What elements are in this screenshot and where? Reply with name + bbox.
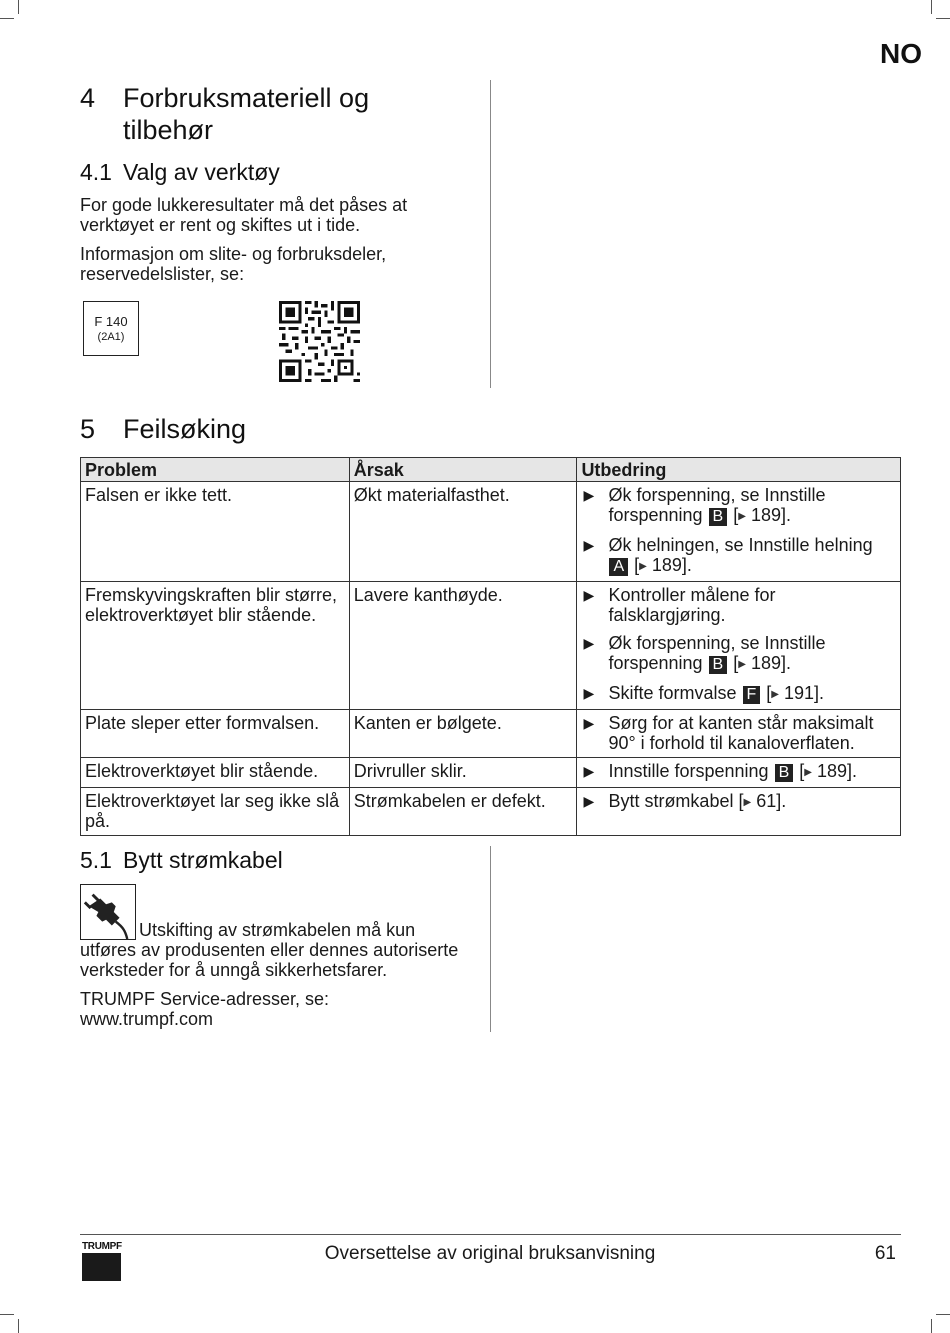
- section-5-number: 5: [80, 414, 96, 444]
- position-badge: F: [743, 686, 761, 704]
- table-row: [81, 482, 901, 582]
- problem-cell: Elektroverktøyet blir stående.: [81, 758, 350, 788]
- section-4-number: 4: [80, 83, 96, 113]
- section-5-1: [80, 846, 475, 1029]
- section-5-1-number: 5.1: [80, 847, 112, 873]
- triangle-right-icon: ▶: [583, 537, 595, 553]
- warning-text: Utskifting av strømkabelen må kun utføres av produsenten eller dennes autoriserte verksteder for å unngå sikkerhetsfarer.: [80, 920, 459, 980]
- remedy-item: ▶ Kontroller målene for falsklargjøring.: [583, 585, 776, 625]
- doc-ref-code: F 140: [94, 313, 128, 329]
- table-row: [81, 582, 901, 710]
- tool-selection-paragraph: For gode lukkeresultater må det påses at verktøyet er rent og skiftes ut i tide.: [80, 195, 408, 235]
- warning-paragraph: [80, 884, 475, 980]
- section-5-heading: [80, 413, 246, 445]
- spare-parts-paragraph: Informasjon om slite- og forbruksdeler, reservedelslister, se:: [80, 244, 387, 284]
- crop-mark: [18, 0, 19, 14]
- position-badge: B: [709, 508, 728, 526]
- table-header-row: [81, 458, 901, 482]
- remedy-item: ▶ Innstille forspenning B [▶ 189].: [583, 761, 858, 781]
- crop-mark: [931, 0, 932, 14]
- troubleshooting-table: [80, 457, 901, 836]
- triangle-right-icon: ▶: [583, 685, 595, 701]
- table-row: [81, 788, 901, 836]
- crop-mark: [936, 1314, 950, 1315]
- problem-cell: Plate sleper etter formvalsen.: [81, 710, 350, 758]
- crop-mark: [936, 18, 950, 19]
- remedy-item: ▶ Skifte formvalse F [▶ 191].: [583, 683, 825, 703]
- crop-mark: [18, 1319, 19, 1333]
- cause-cell: Lavere kanthøyde.: [349, 582, 577, 710]
- section-4: [80, 82, 470, 284]
- column-header-remedy: Utbedring: [577, 458, 901, 482]
- logo-text: TRUMPF: [82, 1241, 122, 1252]
- remedy-cell: [577, 788, 901, 836]
- service-address-label: TRUMPF Service-adresser, se:: [80, 989, 330, 1009]
- page-ref-arrow-icon: ▶: [804, 767, 812, 778]
- triangle-right-icon: ▶: [583, 487, 595, 503]
- triangle-right-icon: ▶: [583, 715, 595, 731]
- section-4-title-line2: tilbehør: [123, 115, 214, 145]
- section-4-1-number: 4.1: [80, 159, 112, 185]
- footer-title: Oversettelse av original bruksanvisning: [324, 1243, 656, 1264]
- remedy-item: ▶ Øk forspenning, se Innstille forspenning B [▶ 189].: [583, 485, 826, 525]
- cause-cell: Strømkabelen er defekt.: [349, 788, 577, 836]
- crop-mark: [0, 18, 14, 19]
- plug-warning-icon: [80, 884, 136, 940]
- section-5-title: Feilsøking: [123, 414, 247, 444]
- section-5-1-heading: [80, 846, 475, 874]
- crop-mark: [0, 1314, 14, 1315]
- page-reference[interactable]: 189].: [750, 505, 791, 525]
- position-badge: A: [609, 558, 628, 576]
- problem-cell: Fremskyvingskraften blir større, elektroverktøyet blir stående.: [81, 582, 350, 710]
- page-reference[interactable]: 189].: [651, 555, 692, 575]
- column-divider: [490, 846, 491, 1032]
- qr-code-icon: [279, 301, 360, 382]
- page-reference[interactable]: 61].: [756, 791, 787, 811]
- page-reference[interactable]: 189].: [816, 761, 858, 781]
- page-ref-arrow-icon: ▶: [738, 659, 746, 670]
- position-badge: B: [775, 764, 794, 782]
- section-4-title-line1: Forbruksmateriell og: [123, 83, 370, 113]
- remedy-cell: [577, 758, 901, 788]
- service-address-paragraph: [80, 989, 475, 1029]
- language-badge: NO: [880, 38, 922, 69]
- problem-cell: Elektroverktøyet lar seg ikke slå på.: [81, 788, 350, 836]
- remedy-cell: [577, 482, 901, 582]
- cause-cell: Økt materialfasthet.: [349, 482, 577, 582]
- column-header-cause: Årsak: [349, 458, 577, 482]
- section-4-title: [123, 82, 369, 146]
- table-row: [81, 758, 901, 788]
- doc-ref-subcode: (2A1): [97, 330, 125, 343]
- crop-mark: [931, 1319, 932, 1333]
- remedy-item: ▶ Øk forspenning, se Innstille forspenning B [▶ 189].: [583, 633, 826, 673]
- cause-cell: Kanten er bølgete.: [349, 710, 577, 758]
- triangle-right-icon: ▶: [583, 587, 595, 603]
- remedy-cell: [577, 582, 901, 710]
- triangle-right-icon: ▶: [583, 763, 595, 779]
- problem-cell: Falsen er ikke tett.: [81, 482, 350, 582]
- page-reference[interactable]: 191].: [784, 683, 825, 703]
- page-ref-arrow-icon: ▶: [738, 511, 746, 522]
- cause-cell: Drivruller sklir.: [349, 758, 577, 788]
- service-website-link[interactable]: www.trumpf.com: [80, 1009, 214, 1029]
- section-4-1-title: Valg av verktøy: [123, 159, 280, 185]
- section-5-1-title: Bytt strømkabel: [123, 847, 283, 873]
- triangle-right-icon: ▶: [583, 793, 595, 809]
- page-reference[interactable]: 189].: [750, 653, 791, 673]
- section-4-1-heading: [80, 158, 470, 186]
- position-badge: B: [709, 656, 728, 674]
- remedy-cell: [577, 710, 901, 758]
- page-number: 61: [874, 1243, 896, 1264]
- column-divider: [490, 80, 491, 388]
- footer-rule: [80, 1234, 901, 1235]
- triangle-right-icon: ▶: [583, 635, 595, 651]
- page-ref-arrow-icon: ▶: [771, 689, 779, 700]
- table-row: [81, 710, 901, 758]
- remedy-item: ▶ Øk helningen, se Innstille helning A [▶ 189].: [583, 535, 873, 575]
- page-ref-arrow-icon: ▶: [743, 797, 752, 808]
- column-header-problem: Problem: [81, 458, 350, 482]
- document-reference-box: [83, 301, 139, 356]
- remedy-item: ▶ Bytt strømkabel [▶ 61].: [583, 791, 787, 811]
- page-ref-arrow-icon: ▶: [639, 561, 647, 572]
- remedy-item: ▶ Sørg for at kanten står maksimalt 90° i forhold til kanaloverflaten.: [583, 713, 874, 753]
- section-4-heading: [80, 82, 470, 146]
